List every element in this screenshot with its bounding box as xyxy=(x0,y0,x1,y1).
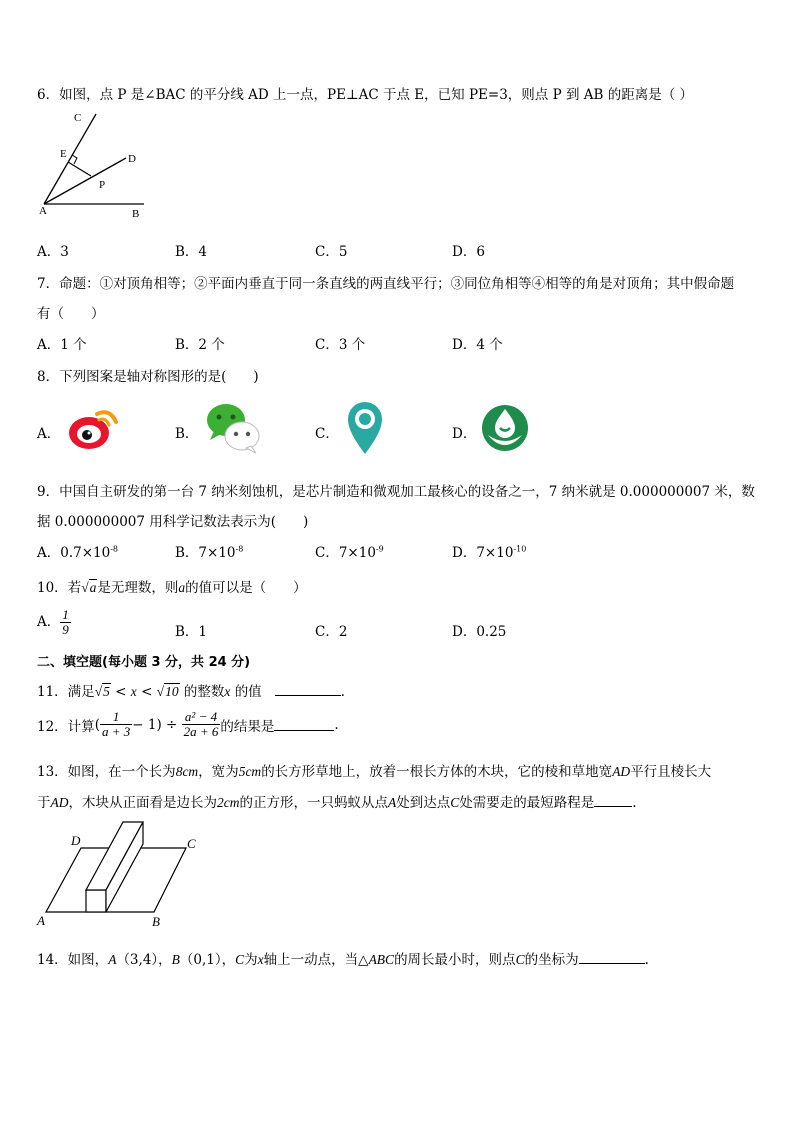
q9-option-c[interactable]: C．$7\times 10^{-9}$ xyxy=(315,544,384,561)
q14-stem: 14．如图，A（3,4），B（0,1），C为x轴上一动点，当△ABC的周长最小时，则点C的坐标为 . xyxy=(37,952,649,968)
q7-option-a[interactable]: A．1 个 xyxy=(37,337,87,353)
q7-option-c[interactable]: C．3 个 xyxy=(315,337,366,353)
q8-option-b-label[interactable]: B． xyxy=(175,426,199,442)
fig-label-P: P xyxy=(99,179,106,191)
fig-label-D: D xyxy=(128,153,136,165)
q9-option-d[interactable]: D．$7\times 10^{-10}$ xyxy=(452,544,527,561)
fig-label-B: B xyxy=(152,914,160,929)
q9-option-a[interactable]: A．$0.7\times 10^{-8}$ xyxy=(37,544,119,561)
q8-stem: 8．下列图案是轴对称图形的是( ) xyxy=(37,369,259,385)
q11-stem: 11．满足√5 < x < √10 的整数x 的值 . xyxy=(37,684,345,700)
q6-option-d[interactable]: D．6 xyxy=(452,244,485,260)
fig-label-B: B xyxy=(132,208,140,220)
answer-blank[interactable] xyxy=(274,718,334,731)
q10-option-c[interactable]: C．2 xyxy=(315,624,348,640)
q6-angle-figure xyxy=(36,108,156,223)
q10-option-b[interactable]: B．1 xyxy=(175,624,208,640)
q6-option-c[interactable]: C．5 xyxy=(315,244,348,260)
q12-stem: 12．计算 ( $\frac{1}{a + 3}$ − 1) ÷ $\frac{\text{a² − 4}}{2a + 6}$ 的结果是 . xyxy=(37,709,339,739)
q7-option-b[interactable]: B．2 个 xyxy=(175,337,225,353)
q8-option-c-label[interactable]: C． xyxy=(315,426,339,442)
fig-label-D: D xyxy=(71,833,81,848)
fraction-one-ninth: $\frac{1}{9}$ xyxy=(62,607,69,637)
wechat-logo-icon[interactable] xyxy=(204,398,262,456)
q13-block-figure xyxy=(34,818,204,930)
fig-label-A: A xyxy=(39,205,47,217)
fig-label-E: E xyxy=(60,148,67,160)
q10-option-d[interactable]: D．0.25 xyxy=(452,624,507,640)
fig-label-C: C xyxy=(74,112,82,124)
q13-stem-line1: 13．如图，在一个长为8cm，宽为5cm的长方形草地上，放着一根长方体的木块，它的棱和草地宽AD平行且棱长大 xyxy=(37,764,712,780)
q10-option-a[interactable]: A． $\frac{1}{9}$ xyxy=(37,607,69,637)
q13-stem-line2: 于AD，木块从正面看是边长为2cm的正方形，一只蚂蚁从点A处到达点C处需要走的最短路程是 . xyxy=(37,795,637,811)
q10-stem: 10．若√a是无理数，则a的值可以是（ ） xyxy=(37,580,307,596)
section-heading-fill-in: 二、填空题(每小题 3 分，共 24 分) xyxy=(37,655,251,670)
q8-option-d-label[interactable]: D． xyxy=(452,426,477,442)
answer-blank[interactable] xyxy=(594,794,632,807)
fig-label-C: C xyxy=(187,836,196,851)
q7-stem-line1: 7．命题：①对顶角相等；②平面内垂直于同一条直线的两直线平行；③同位角相等④相等的角是对顶角；其中假命题 xyxy=(37,276,735,292)
q6-option-a[interactable]: A．3 xyxy=(37,244,69,260)
q6-option-b[interactable]: B．4 xyxy=(175,244,208,260)
water-drop-logo-icon[interactable] xyxy=(480,403,530,453)
q7-option-d[interactable]: D．4 个 xyxy=(452,337,503,353)
answer-blank[interactable] xyxy=(275,683,341,696)
q9-option-b[interactable]: B．$7\times 10^{-8}$ xyxy=(175,544,244,561)
location-pin-icon[interactable] xyxy=(345,400,385,456)
answer-blank[interactable] xyxy=(579,951,645,964)
fig-label-A: A xyxy=(37,913,45,928)
q8-option-a-label[interactable]: A． xyxy=(37,426,61,442)
sqrt-a: √a xyxy=(81,580,97,595)
weibo-logo-icon[interactable] xyxy=(64,402,120,454)
q9-stem-line1: 9．中国自主研发的第一台 7 纳米刻蚀机，是芯片制造和微观加工最核心的设备之一，7 纳米就是 0.000000007 米，数 xyxy=(37,484,755,500)
q7-stem-line2: 有（ ） xyxy=(37,306,105,322)
q9-stem-line2: 据 0.000000007 用科学记数法表示为( ) xyxy=(37,514,309,530)
q6-stem: 6．如图，点 P 是∠BAC 的平分线 AD 上一点，PE⊥AC 于点 E，已知 PE=3，则点 P 到 AB 的距离是（ ） xyxy=(37,87,694,103)
